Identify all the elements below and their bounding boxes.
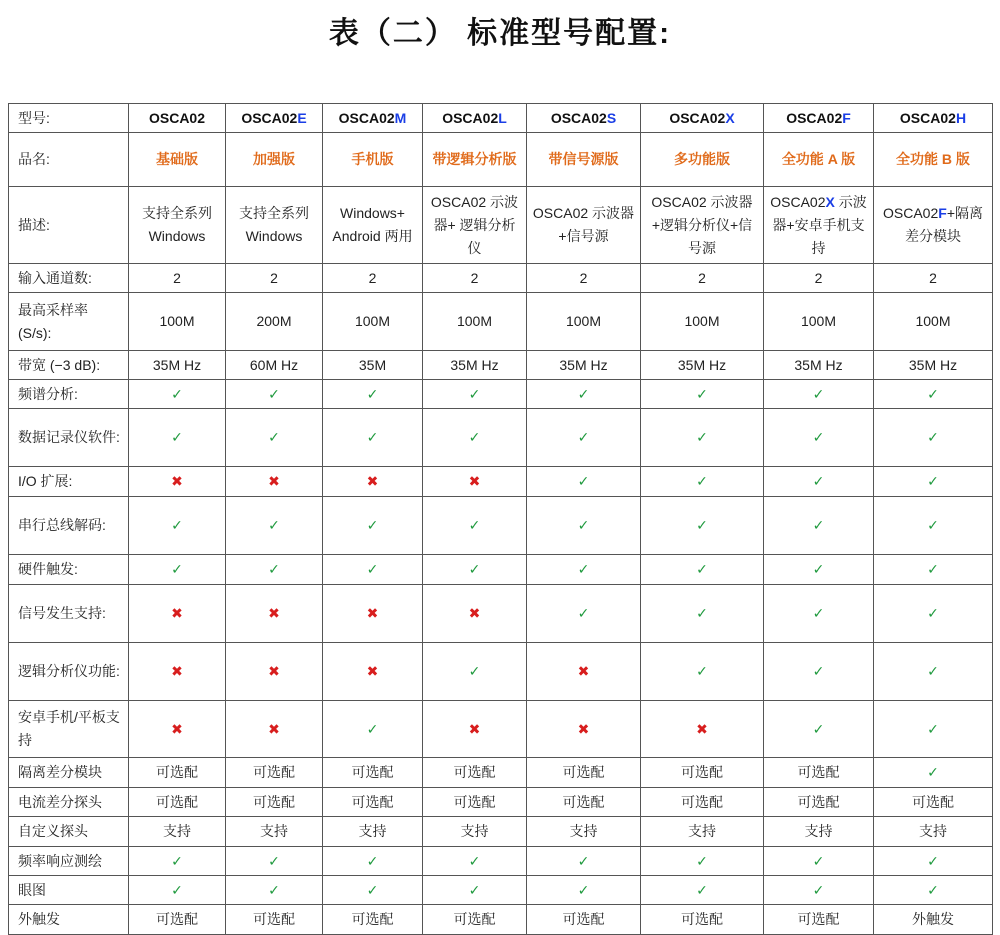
cell-value: 可选配 [423,905,527,935]
cell-value: 可选配 [226,905,323,935]
row-label: 频谱分析: [9,380,129,409]
cell-value: 可选配 [129,905,226,935]
cell-value: 可选配 [527,788,641,817]
desc-text: OSCA02 [770,193,826,210]
table-row [9,409,993,467]
table-row [9,905,993,935]
table-row [9,133,993,187]
check-icon: ✓ [641,876,764,905]
cell-value: 可选配 [764,905,874,935]
cell-value: 支持 [527,817,641,847]
edition-name: 多功能版 [641,133,764,187]
cell-value: 35M Hz [874,351,993,380]
check-icon: ✓ [874,876,993,905]
cross-icon: ✖ [527,643,641,701]
model-name [129,104,226,133]
check-icon: ✓ [527,380,641,409]
cell-value: 35M Hz [641,351,764,380]
cross-icon: ✖ [129,585,226,643]
table-row [9,104,993,133]
model-name [323,104,423,133]
row-label: 最高采样率 (S/s): [9,293,129,351]
cell-value: 可选配 [323,905,423,935]
cell-value: 2 [527,264,641,293]
check-icon: ✓ [527,585,641,643]
cell-value: 可选配 [527,758,641,788]
edition-name: 全功能 B 版 [874,133,993,187]
table-row [9,293,993,351]
check-icon: ✓ [323,380,423,409]
check-icon: ✓ [764,380,874,409]
edition-name: 带逻辑分析版 [423,133,527,187]
check-icon: ✓ [226,380,323,409]
model-suffix: E [297,109,307,126]
check-icon: ✓ [129,847,226,876]
cell-value: 35M Hz [129,351,226,380]
check-icon: ✓ [323,497,423,555]
check-icon: ✓ [641,847,764,876]
check-icon: ✓ [226,876,323,905]
check-icon: ✓ [641,585,764,643]
table-row [9,847,993,876]
check-icon: ✓ [323,876,423,905]
check-icon: ✓ [764,643,874,701]
check-icon: ✓ [764,555,874,585]
cross-icon: ✖ [226,701,323,758]
cell-value: 可选配 [527,905,641,935]
check-icon: ✓ [423,847,527,876]
cell-value: 100M [527,293,641,351]
cell-value: 可选配 [129,788,226,817]
cell-value: 可选配 [764,788,874,817]
cell-value: 外触发 [874,905,993,935]
row-label: 输入通道数: [9,264,129,293]
row-label: 品名: [9,133,129,187]
check-icon: ✓ [323,701,423,758]
desc-text: 示波器+安卓手机支持 [772,193,867,256]
row-label: 数据记录仪软件: [9,409,129,467]
check-icon: ✓ [527,497,641,555]
edition-name: 加强版 [226,133,323,187]
row-label: I/O 扩展: [9,467,129,497]
table-row [9,467,993,497]
check-icon: ✓ [874,847,993,876]
row-label: 带宽 (−3 dB): [9,351,129,380]
cross-icon: ✖ [527,701,641,758]
check-icon: ✓ [764,701,874,758]
cell-value: 可选配 [874,788,993,817]
check-icon: ✓ [423,409,527,467]
table-row [9,876,993,905]
cross-icon: ✖ [641,701,764,758]
edition-name: 带信号源版 [527,133,641,187]
cross-icon: ✖ [423,701,527,758]
check-icon: ✓ [527,876,641,905]
edition-name: 手机版 [323,133,423,187]
check-icon: ✓ [423,876,527,905]
table-row [9,555,993,585]
model-suffix: F [938,205,947,221]
model-suffix: L [498,109,507,126]
cross-icon: ✖ [129,643,226,701]
check-icon: ✓ [641,467,764,497]
cell-value: 2 [641,264,764,293]
check-icon: ✓ [323,409,423,467]
model-suffix: M [394,109,407,126]
check-icon: ✓ [226,497,323,555]
check-icon: ✓ [764,497,874,555]
table-row [9,264,993,293]
cross-icon: ✖ [226,643,323,701]
cell-value: 35M Hz [423,351,527,380]
model-suffix: X [725,109,735,126]
description: 支持全系列Windows [226,187,323,264]
description [764,187,874,264]
cross-icon: ✖ [323,585,423,643]
table-row [9,758,993,788]
cell-value: 可选配 [423,758,527,788]
edition-name: 基础版 [129,133,226,187]
model-suffix: X [825,193,835,210]
check-icon: ✓ [129,555,226,585]
desc-text: +隔离差分模块 [905,205,983,244]
check-icon: ✓ [423,643,527,701]
check-icon: ✓ [641,380,764,409]
check-icon: ✓ [874,409,993,467]
cell-value: 可选配 [129,758,226,788]
cell-value: 可选配 [764,758,874,788]
row-label: 眼图 [9,876,129,905]
model-base: OSCA02 [442,109,499,126]
check-icon: ✓ [764,847,874,876]
row-label: 型号: [9,104,129,133]
check-icon: ✓ [226,847,323,876]
check-icon: ✓ [764,409,874,467]
row-label: 频率响应测绘 [9,847,129,876]
check-icon: ✓ [641,643,764,701]
cell-value: 100M [129,293,226,351]
model-name [527,104,641,133]
cell-value: 100M [874,293,993,351]
model-suffix: H [955,109,967,126]
check-icon: ✓ [323,555,423,585]
model-name [423,104,527,133]
description [874,187,993,264]
table-row [9,380,993,409]
check-icon: ✓ [874,643,993,701]
cell-value: 支持 [874,817,993,847]
cell-value: 可选配 [423,788,527,817]
check-icon: ✓ [129,497,226,555]
row-label: 信号发生支持: [9,585,129,643]
cell-value: 可选配 [323,758,423,788]
check-icon: ✓ [641,555,764,585]
cell-value: 支持 [323,817,423,847]
row-label: 电流差分探头 [9,788,129,817]
check-icon: ✓ [423,555,527,585]
cross-icon: ✖ [323,467,423,497]
check-icon: ✓ [874,555,993,585]
cell-value: 2 [874,264,993,293]
description: Windows+ Android 两用 [323,187,423,264]
check-icon: ✓ [764,585,874,643]
cross-icon: ✖ [323,643,423,701]
cell-value: 2 [764,264,874,293]
row-label: 隔离差分模块 [9,758,129,788]
cell-value: 2 [423,264,527,293]
cell-value: 35M [323,351,423,380]
model-name [641,104,764,133]
check-icon: ✓ [226,409,323,467]
check-icon: ✓ [423,497,527,555]
model-base: OSCA02 [899,109,956,126]
description: 支持全系列Windows [129,187,226,264]
row-label: 描述: [9,187,129,264]
table-row [9,701,993,758]
model-base: OSCA02 [786,109,843,126]
check-icon: ✓ [527,555,641,585]
cell-value: 2 [226,264,323,293]
check-icon: ✓ [226,555,323,585]
cell-value: 支持 [423,817,527,847]
model-base: OSCA02 [241,109,298,126]
cell-value: 100M [764,293,874,351]
description: OSCA02 示波器+逻辑分析仪+信号源 [641,187,764,264]
model-base: OSCA02 [338,109,395,126]
cell-value: 可选配 [641,758,764,788]
cell-value: 100M [423,293,527,351]
check-icon: ✓ [129,409,226,467]
check-icon: ✓ [874,467,993,497]
cell-value: 支持 [226,817,323,847]
cross-icon: ✖ [129,467,226,497]
model-name [226,104,323,133]
description: OSCA02 示波器+信号源 [527,187,641,264]
check-icon: ✓ [129,380,226,409]
spec-table [8,103,993,935]
table-row [9,187,993,264]
cell-value: 2 [129,264,226,293]
row-label: 硬件触发: [9,555,129,585]
page-title: 表（二） 标准型号配置: [328,17,672,50]
cross-icon: ✖ [423,585,527,643]
edition-name: 全功能 A 版 [764,133,874,187]
cell-value: 2 [323,264,423,293]
model-base: OSCA02 [148,109,206,126]
check-icon: ✓ [874,585,993,643]
cell-value: 35M Hz [527,351,641,380]
cell-value: 35M Hz [764,351,874,380]
check-icon: ✓ [527,409,641,467]
table-row [9,585,993,643]
check-icon: ✓ [423,380,527,409]
check-icon: ✓ [129,876,226,905]
table-row [9,643,993,701]
cell-value: 100M [641,293,764,351]
check-icon: ✓ [323,847,423,876]
cell-value: 可选配 [226,758,323,788]
check-icon: ✓ [641,497,764,555]
check-icon: ✓ [874,758,993,788]
model-name [874,104,993,133]
cell-value: 200M [226,293,323,351]
check-icon: ✓ [874,701,993,758]
model-suffix: S [606,109,617,126]
model-suffix: F [842,109,851,126]
row-label: 串行总线解码: [9,497,129,555]
cross-icon: ✖ [226,585,323,643]
model-name [764,104,874,133]
cross-icon: ✖ [129,701,226,758]
cell-value: 可选配 [226,788,323,817]
cell-value: 支持 [129,817,226,847]
cross-icon: ✖ [226,467,323,497]
table-row [9,788,993,817]
check-icon: ✓ [527,467,641,497]
row-label: 自定义探头 [9,817,129,847]
cell-value: 100M [323,293,423,351]
row-label: 外触发 [9,905,129,935]
desc-text: OSCA02 [883,205,939,221]
row-label: 安卓手机/平板支持 [9,701,129,758]
row-label: 逻辑分析仪功能: [9,643,129,701]
cross-icon: ✖ [423,467,527,497]
check-icon: ✓ [641,409,764,467]
model-base: OSCA02 [669,109,726,126]
check-icon: ✓ [874,380,993,409]
cell-value: 60M Hz [226,351,323,380]
cell-value: 可选配 [641,905,764,935]
cell-value: 支持 [764,817,874,847]
check-icon: ✓ [764,467,874,497]
cell-value: 可选配 [641,788,764,817]
check-icon: ✓ [527,847,641,876]
cell-value: 可选配 [323,788,423,817]
cell-value: 支持 [641,817,764,847]
table-row [9,497,993,555]
description: OSCA02 示波器+ 逻辑分析仪 [423,187,527,264]
table-row [9,351,993,380]
check-icon: ✓ [874,497,993,555]
check-icon: ✓ [764,876,874,905]
model-base: OSCA02 [550,109,607,126]
table-row [9,817,993,847]
